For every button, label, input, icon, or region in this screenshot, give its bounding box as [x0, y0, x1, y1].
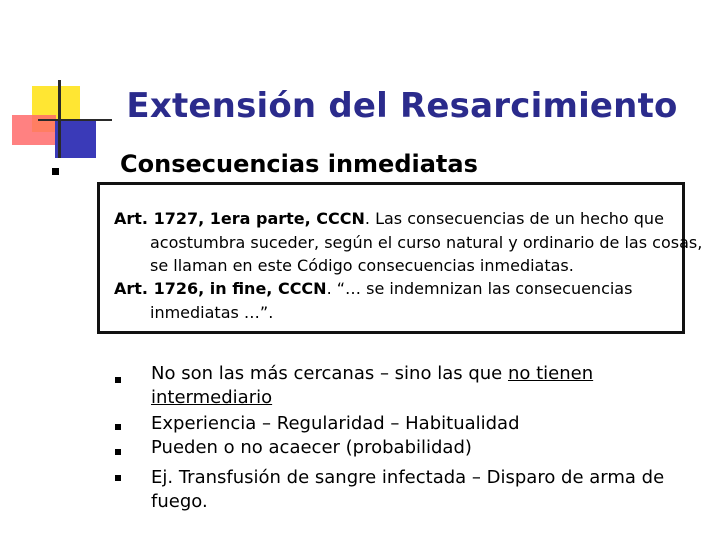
subtitle-bullet — [52, 168, 59, 175]
quote-paragraph-2 — [114, 277, 710, 324]
bullet-marker-3 — [115, 449, 121, 455]
article-1726-reference: Art. 1726, in fine, CCCN — [114, 279, 327, 298]
bullet-item-2: Experiencia – Regularidad – Habitualidad — [151, 413, 520, 434]
bullet-item-1-text: No son las más cercanas – sino las que — [151, 363, 508, 384]
bullet-item-4: Ej. Transfusión de sangre infectada – Disparo de arma de fuego. — [151, 467, 665, 512]
article-1726-text: . “… se indemnizan las consecuencias inmediatas …”. — [150, 279, 633, 322]
quote-paragraph-1 — [114, 207, 710, 278]
bullet-marker-2 — [115, 424, 121, 430]
decor-horizontal-line — [38, 119, 112, 121]
bullet-item-1-underlined: no tienen intermediario — [151, 363, 594, 408]
bullet-marker-1 — [115, 377, 121, 383]
article-1727-text: . Las consecuencias de un hecho que acostumbra suceder, según el curso natural y ordinario de las cosas, se llaman en este Código consecuencias inmediatas. — [150, 209, 703, 275]
bullet-item-1 — [151, 362, 671, 409]
slide-title: Extensión del Resarcimiento — [126, 86, 678, 126]
bullet-marker-4 — [115, 475, 121, 481]
article-1727-reference: Art. 1727, 1era parte, CCCN — [114, 209, 365, 228]
bullet-item-3: Pueden o no acaecer (probabilidad) — [151, 437, 472, 458]
decor-blue-square — [55, 120, 96, 158]
slide-subtitle: Consecuencias inmediatas — [120, 150, 478, 178]
